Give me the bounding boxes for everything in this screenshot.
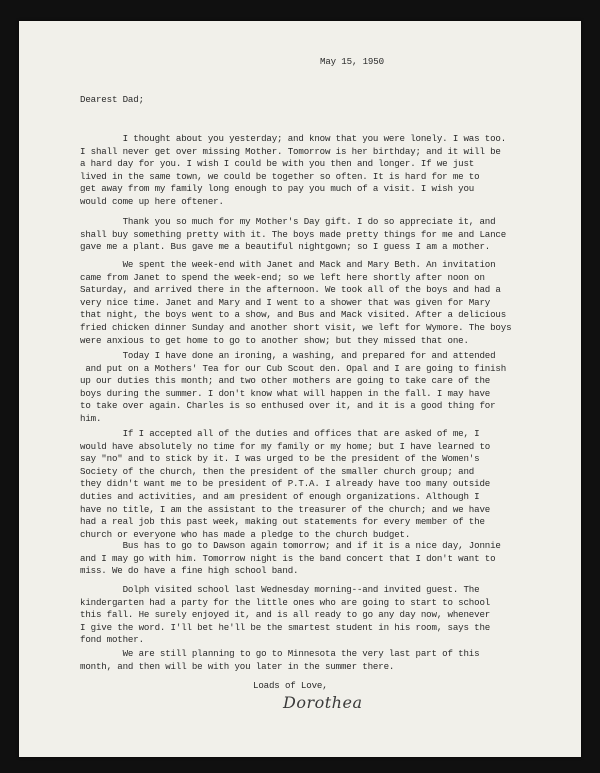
paragraph-7: Dolph visited school last Wednesday morning--and invited guest. The kindergarten had a party for the little ones who are going to start to school this fall. He surely enjoyed it, and is all ready to go any day now, whenever I give the word. I'll bet he'll be the smartest student in his room, says the fond mother. — [80, 584, 491, 646]
paragraph-8: We are still planning to go to Minnesota the very last part of this month, and then will be with you later in the summer there. — [80, 648, 480, 672]
closing: Loads of Love, — [253, 680, 328, 691]
paragraph-2: Thank you so much for my Mother's Day gift. I do so appreciate it, and shall buy something pretty with it. The boys made pretty things for me and Lance gave me a plant. Bus gave me a beautiful nightgown; so I guess I am a mother. — [80, 216, 507, 253]
typed-letter — [19, 21, 581, 757]
letter-date: May 15, 1950 — [320, 56, 384, 67]
paragraph-5: If I accepted all of the duties and offices that are asked of me, I would have absolutely no time for my family or my home; but I have learned to say "no" and to stick by it. I was urged to be the president of the Women's Society of the church, then the president of the smaller church group; and they didn't want me to be president of P.T.A. I already have too many outside duties and activities, and am president of enough organizations. Although I have no title, I am the assistant to the treasurer of the church; and we have had a real job this past week, making out statements for every member of the church or everyone who has made a pledge to the church budget. — [80, 428, 491, 540]
paragraph-3: We spent the week-end with Janet and Mack and Mary Beth. An invitation came from Janet to spend the week-end; so we left here shortly after noon on Saturday, and arrived there in the afternoon. We took all of the boys and had a very nice time. Janet and Mary and I went to a shower that was given for Mary that night, the boys went to a show, and Bus and Mack visited. After a delicious fried chicken dinner Sunday and another short visit, we left for Wymore. The boys were anxious to get home to go to another show; but they missed that one. — [80, 259, 512, 346]
salutation: Dearest Dad; — [80, 94, 144, 105]
signature: Dorothea — [283, 693, 363, 712]
paragraph-4: Today I have done an ironing, a washing, and prepared for and attended and put on a Mothers' Tea for our Cub Scout den. Opal and I are going to finish up our duties this month; and two other mothers are going to take care of the boys during the summer. I don't know what will happen in the fall. I may have to take over again. Charles is so enthused over it, and it is a good thing for him. — [80, 350, 507, 424]
letter-page — [19, 21, 581, 757]
paragraph-1: I thought about you yesterday; and know that you were lonely. I was too. I shall never get over missing Mother. Tomorrow is her birthday; and it will be a hard day for you. I wish I could be with you then and longer. If we just lived in the same town, we could be together so often. It is hard for me to get away from my family long enough to pay you much of a visit. I wish you would come up here oftener. — [80, 133, 507, 207]
paragraph-6: Bus has to go to Dawson again tomorrow; and if it is a nice day, Jonnie and I may go with him. Tomorrow night is the band concert that I don't want to miss. We do have a fine high school band. — [80, 540, 501, 577]
